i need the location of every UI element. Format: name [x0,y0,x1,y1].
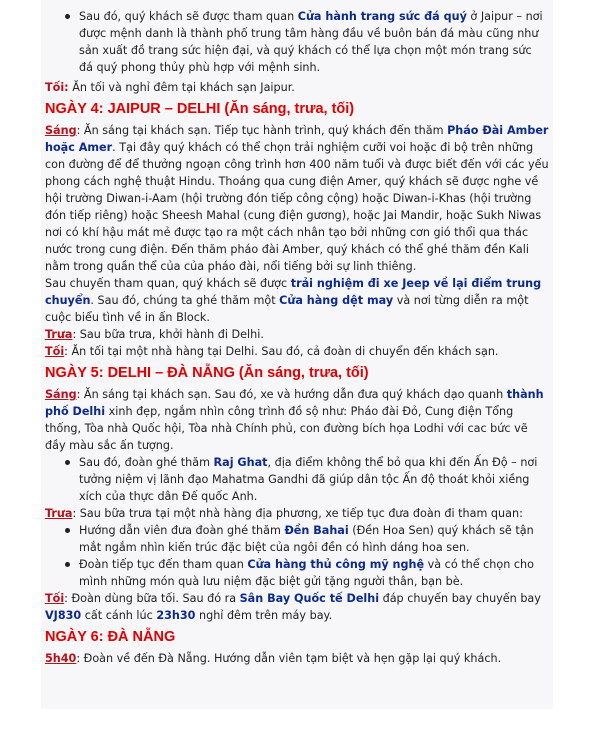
day3-shopping-bullet [45,8,549,76]
bahai-temple-name: Đền Bahai [284,524,349,537]
text: Hướng dẫn viên đưa đoàn ghé thăm [79,524,285,537]
text: Đoàn tiếp tục đến tham quan [79,558,248,571]
departure-time: 23h30 [156,609,196,622]
day4-lunch-line [45,326,549,343]
day3-dinner-line [45,79,549,96]
text: và nơi từng diễn ra một cuộc biểu tình về in ấn Block. [45,294,529,324]
day4-morning-paragraph [45,122,549,275]
text: : Sau bữa trưa tại một nhà hàng địa phương, xe tiếp tục đưa đoàn đi tham quan: [72,507,523,520]
morning-label: Sáng [45,388,77,401]
text: : Ăn tối tại một nhà hàng tại Delhi. Sau đó, cả đoàn di chuyển đến khách sạn. [64,345,499,358]
text: Ăn tối và nghỉ đêm tại khách sạn Jaipur. [68,81,295,94]
text: . Sau đó, chúng ta ghé thăm một [90,294,280,307]
text: : Đoàn dùng bữa tối. Sau đó ra [64,592,240,605]
textile-store-name: Cửa hàng dệt may [279,294,394,307]
morning-label: Sáng [45,124,77,137]
day4-heading: NGÀY 4: JAIPUR – DELHI (Ăn sáng, trưa, tối) [45,101,355,117]
day4-jeep-paragraph [45,275,549,326]
text: Sau đó, quý khách sẽ được tham quan [79,10,298,23]
lunch-label: Trưa [45,507,73,520]
text: : Ăn sáng tại khách sạn. Tiếp tục hành trình, quý khách đến thăm [76,124,448,137]
text: : Ăn sáng tại khách sạn. Sau đó, xe và hướng dẫn đưa quý khách dạo quanh [76,388,507,401]
flight-number: VJ830 [45,609,82,622]
text: Sau chuyến tham quan, quý khách sẽ được [45,277,291,290]
lunch-label: Trưa [45,328,73,341]
itinerary-page [41,0,553,709]
amber-fort-name: Pháo Đài Amber hoặc Amer [45,124,549,154]
text: đáp chuyến bay chuyến bay [379,592,541,605]
dinner-label: Tối [45,592,65,605]
text: Sau đó, đoàn ghé thăm [79,456,214,469]
day6-arrival-line [45,650,549,667]
day5-morning-paragraph [45,386,549,454]
day4-dinner-line [45,343,549,360]
text: xinh đẹp, ngắm nhìn công trình đồ sộ như: Pháo đài Đỏ, Cung điện Tổng thống, Tòa nhà Quốc hội, Tòa nhà Chính phủ, con đường bích họa Lodhi với cac bức vẽ đầy màu sắc ấn tượng. [45,405,528,452]
text: ở Jaipur – nơi được mệnh danh là thành phố trung tâm hàng đầu về buôn bán đá màu cũng như sản xuất đồ trang sức hiện đại, và quý khách có thể lựa chọn một món trang sức đá quý phong thủy phù hợp với mệnh sinh. [79,10,543,74]
day5-rajghat-bullet [45,454,549,505]
text: . Tại đây quý khách có thể chọn trải nghiệm cưỡi voi hoặc đi bộ trên những con đường để để thưởng ngoạn công trình hơn 400 năm tuổi và được biết đến với các yếu phong cách nghệ thuật Hindu. Thoáng qua cung điện Amer, quý khách sẽ được nghe về hội trường Diwan-i-Aam (hội trường đón tiếp công cộng) hoặc Diwan-i-Khas (hội trường đón tiếp riêng) hoặc Sheesh Mahal (cung điện gương), hoặc Jai Mandir, hoặc Sukh Niwas nơi có khí hậu mát mẻ được tạo ra một cách nhân tạo bởi những cơn gió thổi qua thác nước trong cung điện. Đến thăm pháo đài Amber, quý khách có thể ghé thăm đền Kali nằm trong quần thể của của pháo đài, nổi tiếng bởi sự linh thiêng. [45,141,549,273]
day6-heading: NGÀY 6: ĐÀ NẴNG [45,629,176,645]
jeep-experience: trải nghiệm đi xe Jeep về lại điểm trung chuyển [45,277,542,307]
text: nghỉ đêm trên máy bay. [195,609,333,622]
dinner-label: Tối [45,345,65,358]
arrival-time-label: 5h40 [45,652,77,665]
raj-ghat-name: Raj Ghat [213,456,268,469]
text: : Đoàn về đến Đà Nẵng. Hướng dẫn viên tạm biệt và hẹn gặp lại quý khách. [76,652,502,665]
jewelry-store-name: Cửa hành trang sức đá quý [297,10,467,23]
dinner-label: Tối: [45,81,69,94]
day5-bahai-bullet [45,522,549,556]
handicraft-store-name: Cửa hàng thủ công mỹ nghệ [247,558,425,571]
text: , địa điểm không thể bỏ qua khi đến Ấn Độ – nơi tưởng niệm vị lãnh đạo Mahatma Gandhi đã giúp dân tộc Ấn độ thoát khỏi xiềng xích của thực dân Đế quốc Anh. [79,456,538,503]
text: cất cánh lúc [81,609,157,622]
spacer [45,0,549,8]
day5-handicraft-bullet [45,556,549,590]
text: (Đền Hoa Sen) quý khách sẽ tận mắt ngắm nhìn kiến trúc đặc biệt của ngôi đền có hình dáng hoa sen. [79,524,534,554]
text: và có thể chọn cho mình những món quà lưu niệm đặc biệt gửi tặng người thân, bạn bè. [79,558,534,588]
text: : Sau bữa trưa, khởi hành đi Delhi. [72,328,264,341]
day5-dinner-paragraph [45,590,549,624]
day5-heading: NGÀY 5: DELHI – ĐÀ NẴNG (Ăn sáng, trưa, tối) [45,365,369,381]
delhi-city-name: thành phố Delhi [45,388,544,418]
airport-name: Sân Bay Quốc tế Delhi [239,592,380,605]
day5-lunch-line [45,505,549,522]
